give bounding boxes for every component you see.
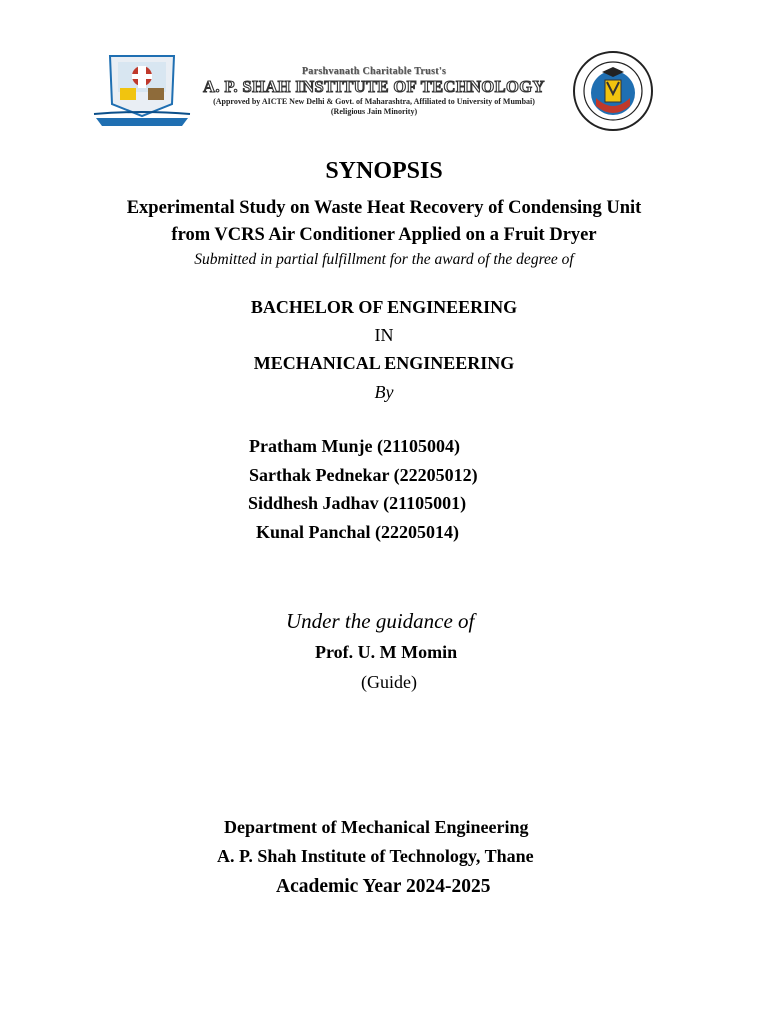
branch-name: MECHANICAL ENGINEERING	[253, 353, 515, 373]
trust-name: Parshvanath Charitable Trust's	[301, 66, 447, 77]
institute-name: A. P. SHAH INSTITUTE OF TECHNOLOGY	[203, 77, 545, 96]
guide-name: Prof. U. M Momin	[315, 642, 458, 662]
department-name: Department of Mechanical Engineering	[224, 817, 529, 837]
approval-line: (Approved by AICTE New Delhi & Govt. of Maharashtra, Affiliated to University of Mumbai)	[213, 97, 535, 106]
by-label: By	[374, 382, 394, 402]
institute-header	[200, 66, 548, 117]
degree-name: BACHELOR OF ENGINEERING	[250, 297, 518, 317]
degree-in: IN	[374, 325, 394, 345]
guidance-label: Under the guidance of	[286, 609, 475, 633]
document-title: SYNOPSIS	[325, 158, 443, 184]
academic-year: Academic Year 2024-2025	[276, 876, 491, 897]
footer-institute: A. P. Shah Institute of Technology, Thane	[217, 846, 534, 866]
project-title-line1: Experimental Study on Waste Heat Recovery of Condensing Unit	[126, 198, 642, 218]
author-item: Pratham Munje (21105004)	[249, 436, 460, 456]
author-item: Sarthak Pednekar (22205012)	[249, 465, 478, 485]
submission-note: Submitted in partial fulfillment for the award of the degree of	[194, 251, 574, 268]
author-item: Siddhesh Jadhav (21105001)	[248, 493, 467, 513]
author-item: Kunal Panchal (22205014)	[256, 522, 460, 542]
department-seal-logo	[572, 50, 654, 132]
institute-crest-logo	[92, 52, 192, 132]
guide-role: (Guide)	[361, 672, 417, 692]
project-title-line2: from VCRS Air Conditioner Applied on a Fruit Dryer	[171, 225, 597, 245]
minority-line: (Religious Jain Minority)	[330, 107, 418, 116]
